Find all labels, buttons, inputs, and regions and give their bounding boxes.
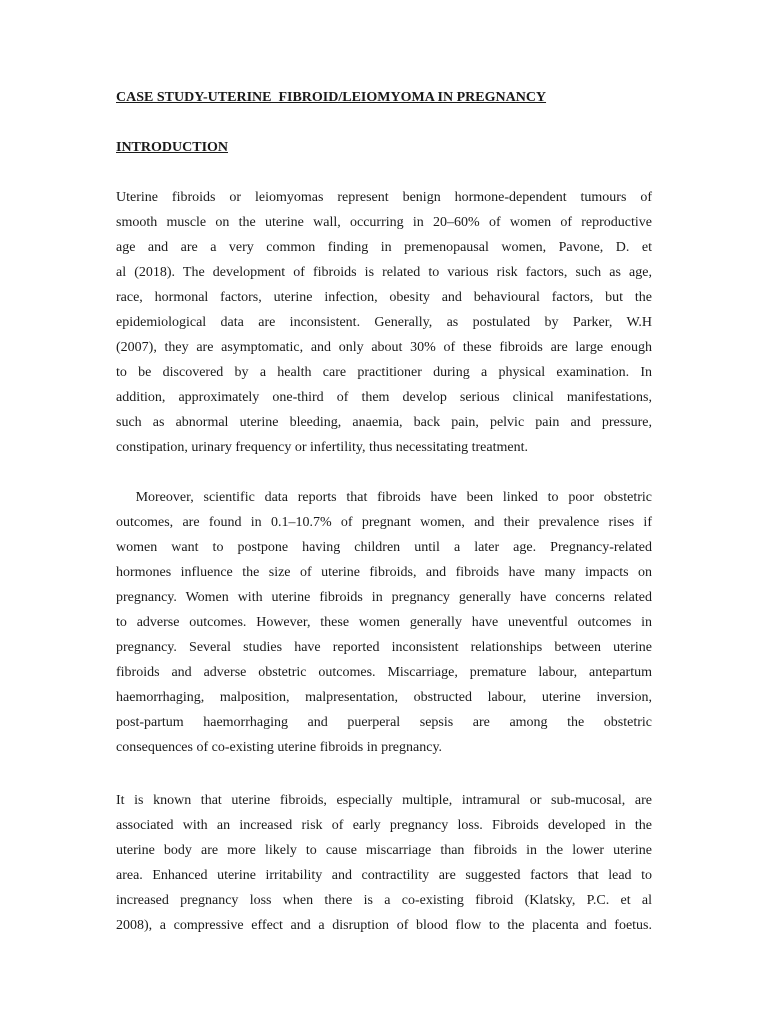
text-line: Uterine fibroids or leiomyomas represent benign hormone-dependent tumours of <box>116 190 652 205</box>
text-line: post-partum haemorrhaging and puerperal sepsis are among the obstetric <box>116 715 652 730</box>
text-line: Moreover, scientific data reports that fibroids have been linked to poor obstetric <box>116 490 652 505</box>
text-line: epidemiological data are inconsistent. Generally, as postulated by Parker, W.H <box>116 315 652 330</box>
text-line: area. Enhanced uterine irritability and contractility are suggested factors that lead to <box>116 868 652 883</box>
section-heading <box>116 135 652 160</box>
text-line: to adverse outcomes. However, these women generally have uneventful outcomes in <box>116 615 652 630</box>
text-line: outcomes, are found in 0.1–10.7% of pregnant women, and their prevalence rises if <box>116 515 652 530</box>
text-line: consequences of co-existing uterine fibroids in pregnancy. <box>116 740 443 755</box>
text-line: age and are a very common finding in premenopausal women, Pavone, D. et <box>116 240 652 255</box>
text-line: uterine body are more likely to cause miscarriage than fibroids in the lower uterine <box>116 843 652 858</box>
text-line: 2008), a compressive effect and a disruption of blood flow to the placenta and foetus. <box>116 918 652 933</box>
text-line: smooth muscle on the uterine wall, occurring in 20–60% of women of reproductive <box>116 215 652 230</box>
text-line: pregnancy. Several studies have reported inconsistent relationships between uterine <box>116 640 652 655</box>
text-line: (2007), they are asymptomatic, and only about 30% of these fibroids are large enough <box>116 340 652 355</box>
text-line: such as abnormal uterine bleeding, anaemia, back pain, pelvic pain and pressure, <box>116 415 652 430</box>
text-line: race, hormonal factors, uterine infection, obesity and behavioural factors, but the <box>116 290 652 305</box>
text-line: fibroids and adverse obstetric outcomes. Miscarriage, premature labour, antepartum <box>116 665 652 680</box>
text-line: increased pregnancy loss when there is a co-existing fibroid (Klatsky, P.C. et al <box>116 893 652 908</box>
paragraph-2 <box>116 485 652 760</box>
paragraph-3 <box>116 788 652 938</box>
text-line: It is known that uterine fibroids, especially multiple, intramural or sub-mucosal, are <box>116 793 652 808</box>
text-line: al (2018). The development of fibroids is related to various risk factors, such as age, <box>116 265 652 280</box>
text-line: women want to postpone having children until a later age. Pregnancy-related <box>116 540 652 555</box>
introduction-heading: INTRODUCTION <box>116 140 229 155</box>
text-line: haemorrhaging, malposition, malpresentation, obstructed labour, uterine inversion, <box>116 690 652 705</box>
title-text: CASE STUDY-UTERINE FIBROID/LEIOMYOMA IN PREGNANCY <box>116 90 547 105</box>
document-title <box>116 85 652 110</box>
text-line: associated with an increased risk of early pregnancy loss. Fibroids developed in the <box>116 818 652 833</box>
paragraph-1 <box>116 185 652 460</box>
text-line: addition, approximately one-third of them develop serious clinical manifestations, <box>116 390 652 405</box>
text-line: hormones influence the size of uterine fibroids, and fibroids have many impacts on <box>116 565 652 580</box>
text-line: to be discovered by a health care practitioner during a physical examination. In <box>116 365 652 380</box>
text-line: constipation, urinary frequency or infertility, thus necessitating treatment. <box>116 440 528 455</box>
text-line: pregnancy. Women with uterine fibroids in pregnancy generally have concerns related <box>116 590 652 605</box>
